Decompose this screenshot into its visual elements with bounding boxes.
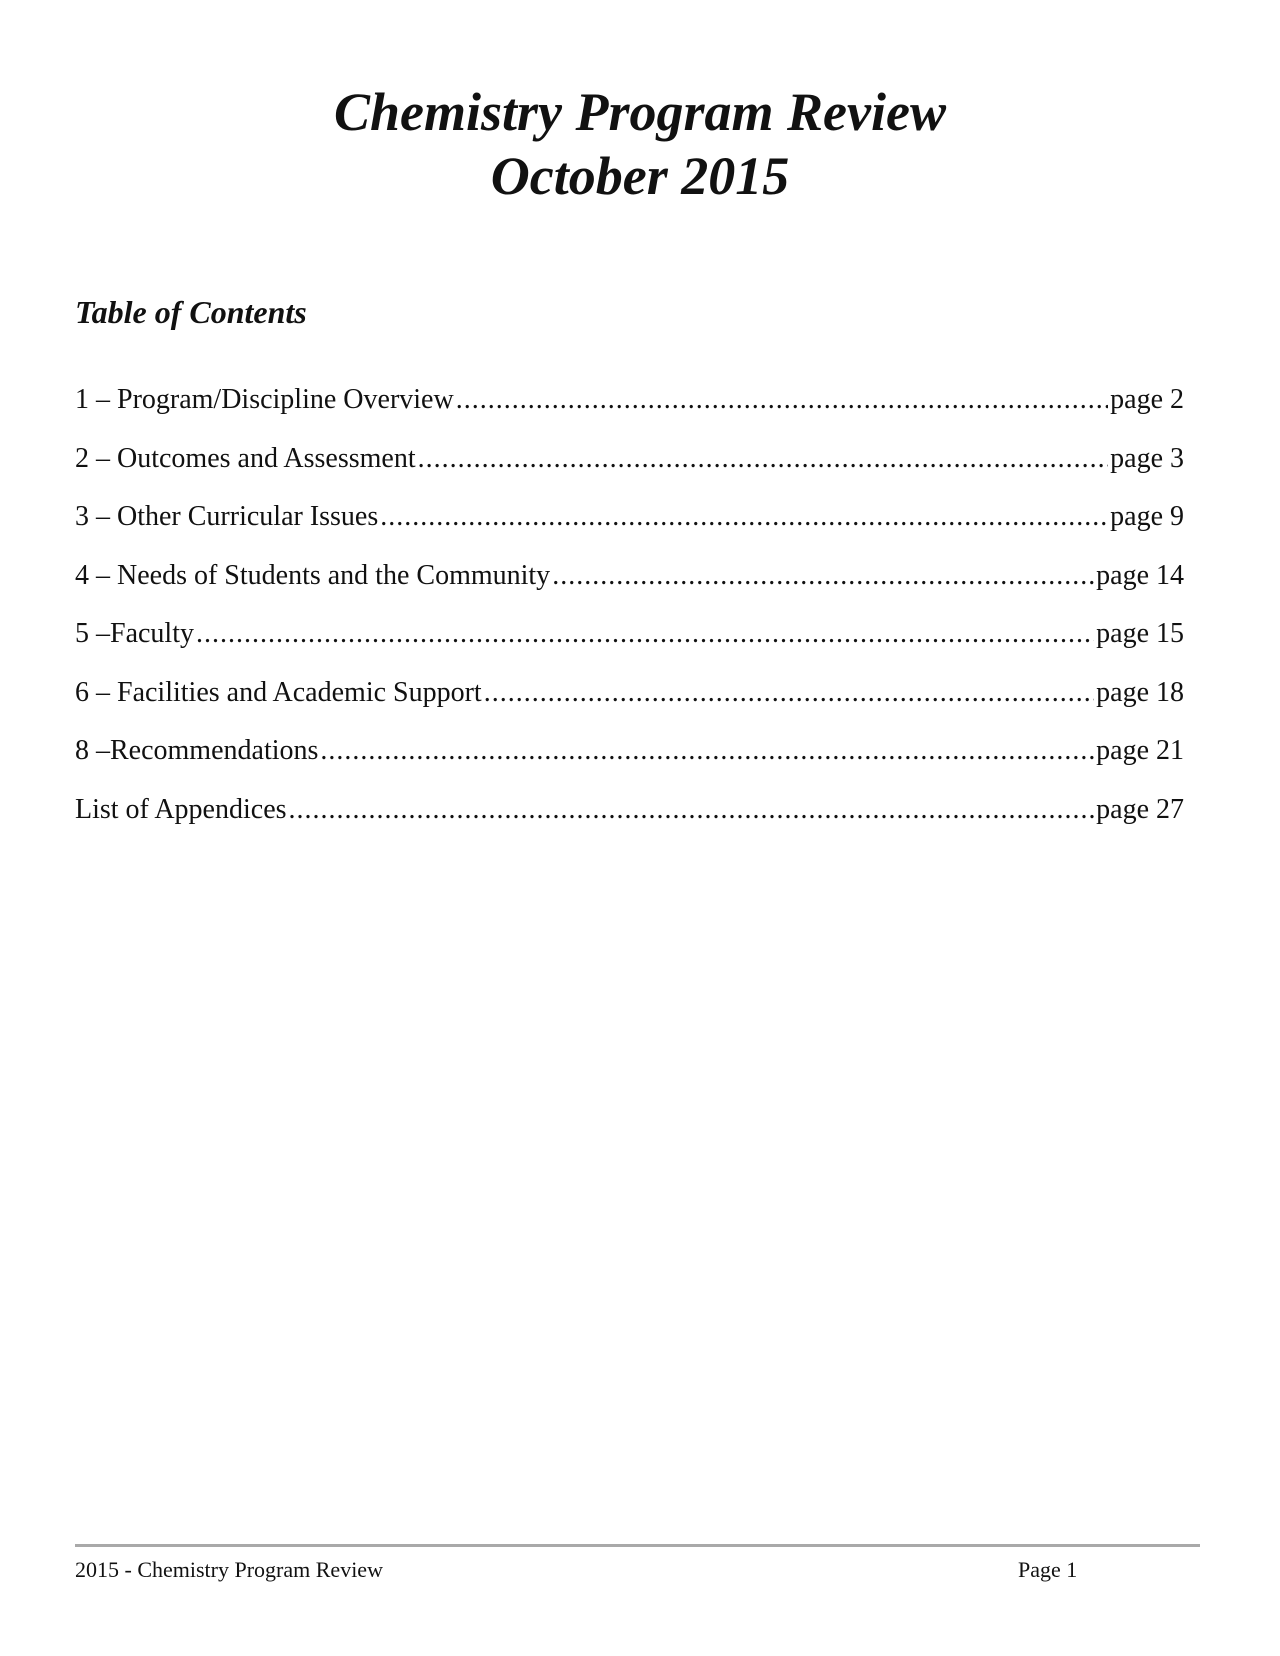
toc-entry-page: page 18 xyxy=(1096,676,1184,708)
toc-entry xyxy=(75,380,1184,439)
toc-entry-page: page 27 xyxy=(1096,793,1184,825)
toc-entry xyxy=(75,731,1184,790)
document-date: October 2015 xyxy=(490,146,790,206)
toc-entry-label: 2 – Outcomes and Assessment xyxy=(75,442,416,474)
toc-entry-label: 8 –Recommendations xyxy=(75,735,319,766)
toc-leader-dots xyxy=(484,673,1094,713)
toc-entry-label: 1 – Program/Discipline Overview xyxy=(75,384,454,415)
toc-leader-dots xyxy=(380,497,1108,537)
toc-entry-page: page 21 xyxy=(1096,735,1184,766)
toc-entry-label: 4 – Needs of Students and the Community xyxy=(75,559,551,591)
toc-leader-dots xyxy=(552,556,1094,596)
toc-leader-dots xyxy=(289,790,1095,830)
toc-entry-page: page 2 xyxy=(1110,384,1184,415)
footer-divider xyxy=(75,1544,1200,1547)
toc-entry-page: page 9 xyxy=(1110,501,1184,532)
toc-heading: Table of Contents xyxy=(75,294,307,330)
footer-page-number: Page 1 xyxy=(1018,1557,1078,1582)
toc-entry xyxy=(75,439,1184,498)
toc-entry-page: page 15 xyxy=(1096,618,1184,649)
toc-entry xyxy=(75,497,1184,556)
table-of-contents xyxy=(75,380,1184,848)
toc-leader-dots xyxy=(418,439,1109,479)
toc-entry-label: List of Appendices xyxy=(75,793,287,825)
toc-leader-dots xyxy=(456,380,1108,420)
toc-entry-page: page 14 xyxy=(1096,559,1184,591)
toc-entry xyxy=(75,614,1184,673)
toc-leader-dots xyxy=(196,614,1094,654)
toc-entry-label: 5 –Faculty xyxy=(75,618,194,649)
toc-entry-label: 3 – Other Curricular Issues xyxy=(75,501,379,532)
toc-leader-dots xyxy=(320,731,1094,771)
toc-entry-label: 6 – Facilities and Academic Support xyxy=(75,676,482,708)
toc-entry xyxy=(75,673,1184,732)
footer-document-name: 2015 - Chemistry Program Review xyxy=(75,1557,383,1582)
toc-entry xyxy=(75,556,1184,615)
toc-entry-page: page 3 xyxy=(1110,442,1184,474)
document-title: Chemistry Program Review xyxy=(334,82,946,142)
toc-entry xyxy=(75,790,1184,849)
